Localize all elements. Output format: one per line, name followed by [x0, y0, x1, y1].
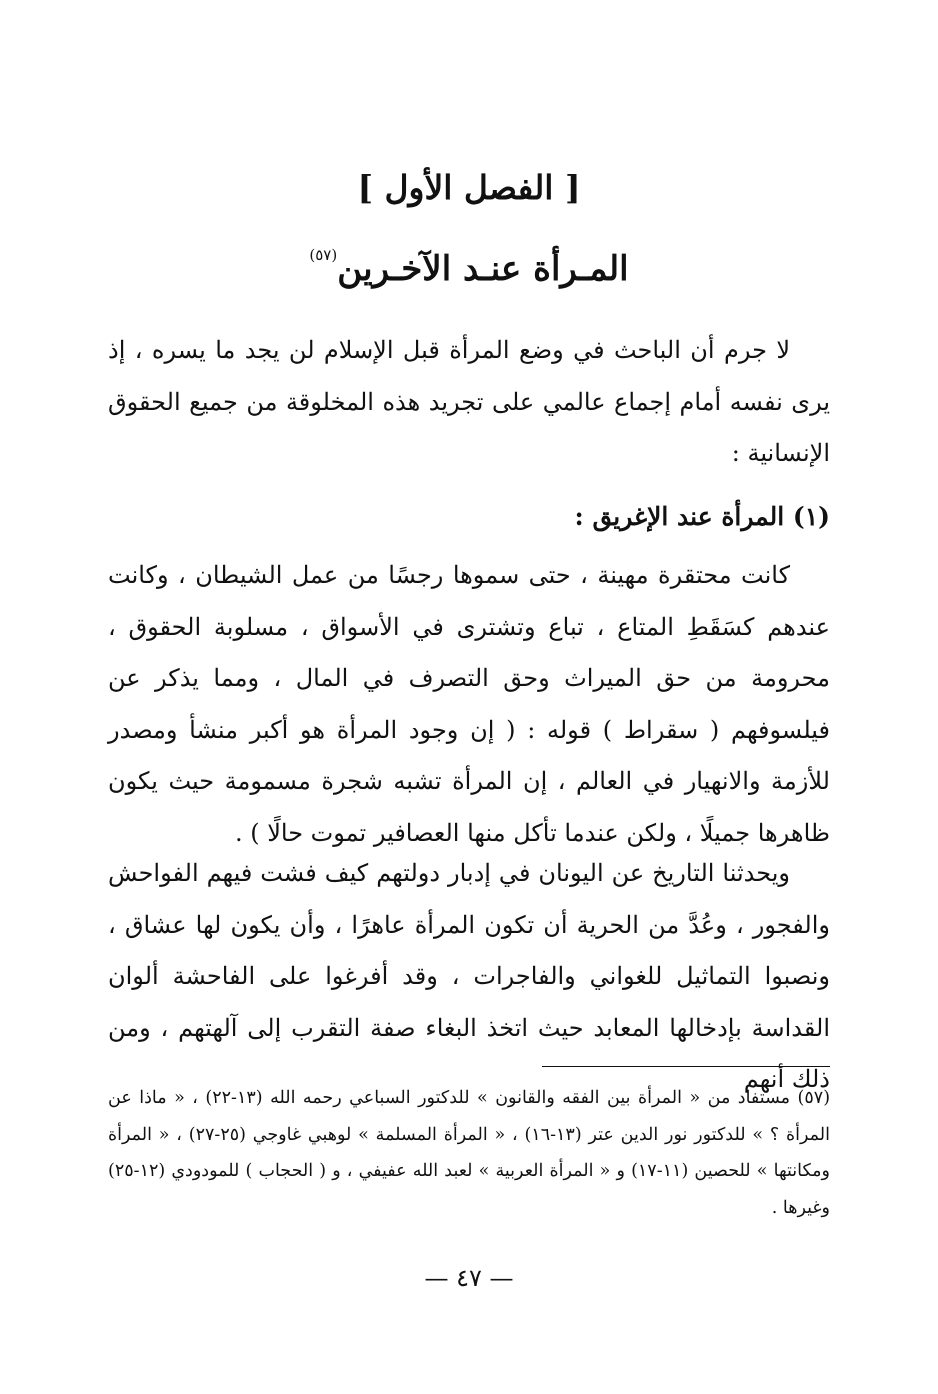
footnote-57: (٥٧) مستفاد من « المرأة بين الفقه والقانون » للدكتور السباعي رحمه الله (١٣-٢٢) ، « ماذا عن المرأة ؟ » للدكتور نور الدين عتر (١٣-١٦) ، « المرأة المسلمة » لوهبي غاوجي (٢٥-٢٧) ، « المرأة ومكانتها » للحصين (١١-١٧) و « المرأة العربية » لعبد الله عفيفي ، و ( الحجاب ) للمودودي (١٢-٢٥) وغيرها .	[108, 1088, 831, 1218]
chapter-subtitle-text: المـرأة عنـد الآخـرين	[337, 249, 629, 289]
history-paragraph: ويحدثنا التاريخ عن اليونان في إدبار دولتهم كيف فشت فيهم الفواحش والفجور ، وعُدَّ من الحرية أن تكون المرأة عاهرًا ، وأن يكون لها عشاق ، ونصبوا التماثيل للغواني والفاجرات ، وقد أفرغوا على الفاحشة ألوان القداسة بإدخالها المعابد حيث اتخذ البغاء صفة التقرب إلى آلهتهم ، ومن ذلك أنهم	[108, 859, 830, 1093]
intro-paragraph: لا جرم أن الباحث في وضع المرأة قبل الإسلام لن يجد ما يسره ، إذ يرى نفسه أمام إجماع عالمي على تجريد هذه المخلوقة من جميع الحقوق الإنسانية :	[108, 336, 830, 467]
greeks-paragraph: كانت محتقرة مهينة ، حتى سموها رجسًا من عمل الشيطان ، وكانت عندهم كسَقَطِ المتاع ، تباع وتشترى في الأسواق ، مسلوبة الحقوق ، محرومة من حق الميراث وحق التصرف في المال ، ومما يذكر عن فيلسوفهم ( سقراط ) قوله : ( إن وجود المرأة هو أكبر منشأ ومصدر للأزمة والانهيار في العالم ، إن المرأة تشبه شجرة مسمومة حيث يكون ظاهرها جميلًا ، ولكن عندما تأكل منها العصافير تموت حالًا ) .	[108, 561, 830, 847]
footnote-divider	[542, 1066, 830, 1067]
footnote-reference: (٥٧)	[309, 246, 338, 264]
chapter-title: [ الفصل الأول ]	[357, 168, 581, 207]
chapter-subtitle	[0, 228, 938, 296]
page-number: — ٤٧ —	[424, 1264, 514, 1292]
section-heading-greeks: (١) المرأة عند الإغريق :	[574, 502, 830, 531]
